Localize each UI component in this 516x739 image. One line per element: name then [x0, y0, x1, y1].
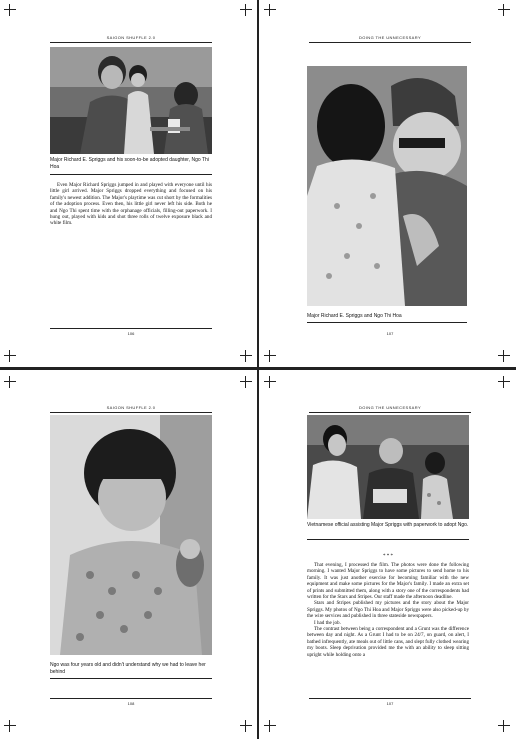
footer-rule — [307, 322, 467, 323]
page-107-a — [259, 0, 516, 367]
running-head: SAIGON SHUFFLE 2.0 — [106, 35, 156, 40]
header-rule — [50, 42, 212, 43]
photo-caption: Major Richard E. Spriggs and his soon-to-be adopted daughter, Ngo Thi Hoa — [50, 157, 209, 170]
photo-caption: Ngo was four years old and didn't understand why we had to leave her behind — [50, 662, 206, 675]
footer-rule — [50, 698, 212, 699]
page-number: 106 — [127, 331, 135, 336]
crop-mark-icon — [240, 4, 252, 16]
crop-mark-icon — [498, 376, 510, 388]
crop-mark-icon — [4, 4, 16, 16]
crop-mark-icon — [264, 350, 276, 362]
photo-child-with-doll — [50, 415, 212, 655]
paragraph: Even Major Richard Spriggs jumped in and played with everyone until his little girl arrived. Major Spriggs dropped everything and focused on his family's newest addition. The Major's playtime was cut short by the formalities of the adoption process. Even then, his little girl never left his side. Both he and Ngo Thi spent time with the orphanage officials, filling-out paperwork. I hung out, played with kids and shot three rolls of twelve exposure black and white film. — [50, 182, 212, 227]
crop-mark-icon — [4, 350, 16, 362]
running-head: DOING THE UNNECESSARY — [358, 35, 422, 40]
section-break: * * * — [383, 554, 393, 559]
crop-mark-icon — [498, 350, 510, 362]
body-text — [307, 562, 469, 658]
crop-mark-icon — [498, 4, 510, 16]
caption-rule — [307, 539, 469, 540]
page-number: 108 — [127, 701, 135, 706]
running-head: DOING THE UNNECESSARY — [358, 405, 422, 410]
paragraph: I had the job. — [314, 619, 341, 626]
photo-caption: Major Richard E. Spriggs and Ngo Thi Hoa — [307, 313, 402, 319]
header-rule — [50, 412, 212, 413]
crop-mark-icon — [264, 4, 276, 16]
page-number: 107 — [386, 701, 394, 706]
page-divider-horizontal — [0, 367, 516, 370]
crop-mark-icon — [240, 720, 252, 732]
crop-mark-icon — [264, 720, 276, 732]
photo-caption: Vietnamese official assisting Major Spriggs with paperwork to adopt Ngo. — [307, 522, 469, 528]
photo-official-paperwork — [307, 415, 469, 519]
header-rule — [309, 412, 471, 413]
running-head: SAIGON SHUFFLE 2.0 — [106, 405, 156, 410]
crop-mark-icon — [498, 720, 510, 732]
crop-mark-icon — [240, 350, 252, 362]
photo-major-holding-child — [307, 66, 467, 306]
photo-major-and-daughter — [50, 47, 212, 154]
crop-mark-icon — [240, 376, 252, 388]
paragraph: That evening, I processed the film. The photos were done the following morning. I wanted Major Spriggs to have some pictures to send home to his family. It was just another exercise for becoming familiar with the new equipment and make some pictures for the Major's family. I made an extra set of prints and submitted them, along with a story one of the correspondents had written for the Stars and Stripes. Our staff made the afternoon deadline. — [307, 562, 469, 601]
paragraph: Stars and Stripes published my pictures and the story about the Major Spriggs. My photos of Ngo Thi Hoa and Major Spriggs were also picked-up by the wire services and published in three stateside newspapers. — [307, 600, 469, 620]
crop-mark-icon — [4, 720, 16, 732]
crop-mark-icon — [4, 376, 16, 388]
footer-rule — [50, 328, 212, 329]
caption-rule — [50, 174, 212, 175]
header-rule — [309, 42, 471, 43]
caption-rule — [50, 678, 212, 679]
crop-mark-icon — [264, 376, 276, 388]
page-106 — [0, 0, 257, 367]
page-107-b — [259, 370, 516, 737]
paragraph: The contrast between being a correspondent and a Grunt was the difference between day and night. As a Grunt I had to be on 24/7, on guard, on alert, I bathed infrequently, ate meals out of little cans, and slept fully clothed wearing my boots. Sleep deprivation provided me the with an ability to sleep sitting upright while holding onto a — [307, 626, 469, 658]
footer-rule — [309, 698, 471, 699]
page-108 — [0, 370, 257, 737]
page-number: 107 — [386, 331, 394, 336]
body-text — [50, 182, 212, 227]
